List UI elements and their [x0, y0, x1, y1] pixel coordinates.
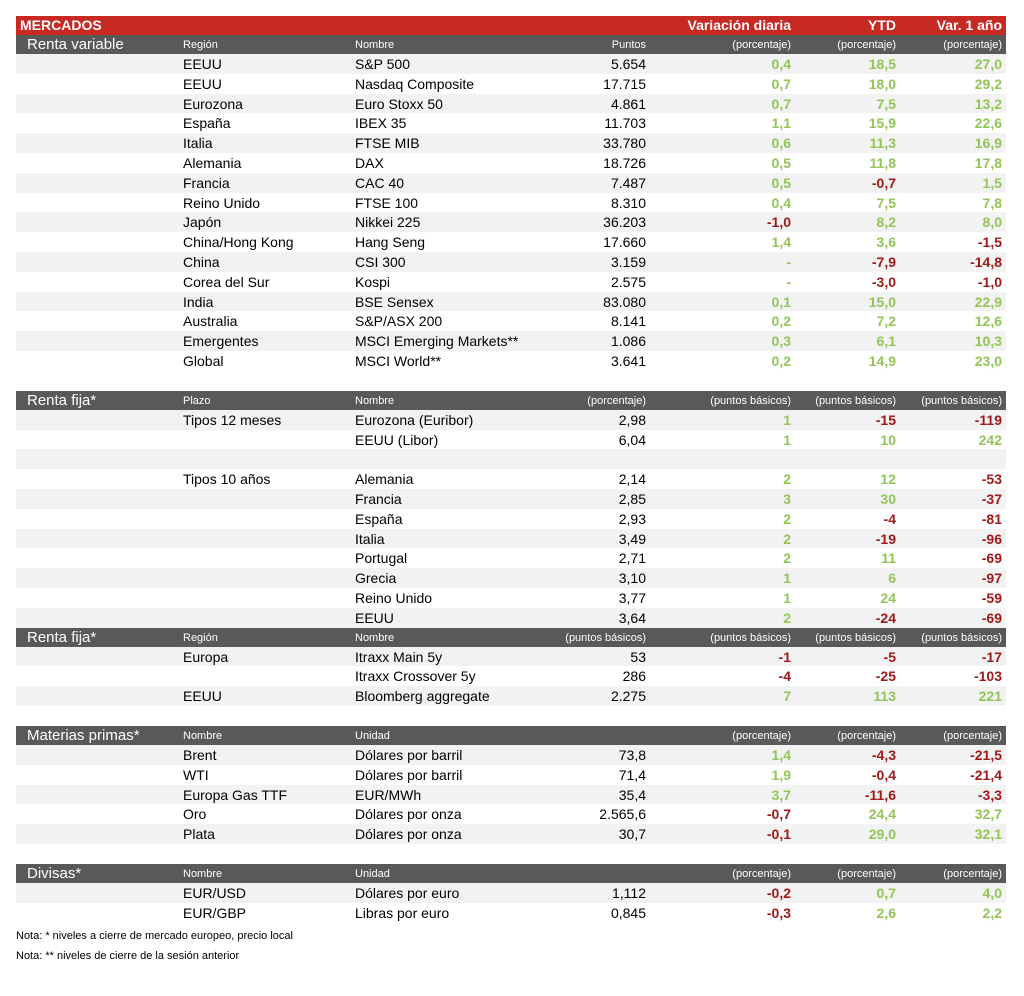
row-ytd: 11 [881, 550, 896, 567]
row-ytd: 11,3 [869, 135, 896, 152]
row-level: 17.660 [603, 234, 646, 251]
row-one-year: 221 [978, 688, 1002, 705]
row-level: 36.203 [603, 214, 646, 231]
notes [16, 926, 1006, 966]
table-row [16, 54, 1006, 74]
row-daily-change: 0,6 [771, 135, 791, 152]
header-col-1: Nombre [183, 729, 223, 742]
table-row [16, 588, 1006, 608]
table-row [16, 765, 1006, 785]
row-level: 2,93 [618, 510, 646, 527]
row-daily-change: -0,1 [766, 826, 791, 843]
row-daily-change: 0,2 [771, 313, 791, 330]
table-row [16, 252, 1006, 272]
row-name: Portugal [355, 550, 408, 567]
table-row [16, 686, 1006, 706]
row-daily-change: 2 [783, 471, 791, 488]
row-label: España [183, 115, 231, 132]
row-level: 1.086 [610, 333, 646, 350]
row-label: Tipos 10 años [183, 471, 271, 488]
row-ytd: -3,0 [871, 273, 896, 290]
table-row [16, 469, 1006, 489]
row-ytd: -19 [875, 530, 896, 547]
table-row [16, 430, 1006, 450]
row-one-year: 7,8 [982, 194, 1002, 211]
row-ytd: 24 [880, 589, 896, 606]
row-label: Italia [183, 135, 213, 152]
page-title: MERCADOS [20, 17, 102, 33]
section-header [16, 391, 1006, 410]
row-ytd: 7,5 [876, 194, 896, 211]
row-daily-change: 0,7 [771, 75, 791, 92]
row-ytd: 12 [880, 471, 896, 488]
table-row [16, 272, 1006, 292]
row-label: EUR/USD [183, 884, 247, 901]
note-2: Nota: ** niveles de cierre de la sesión anterior [16, 950, 240, 963]
row-daily-change: 0,5 [771, 174, 791, 191]
row-level: 2,14 [618, 471, 646, 488]
row-ytd: 11,8 [869, 154, 896, 171]
row-level: 33.780 [603, 135, 646, 152]
row-label: India [183, 293, 214, 310]
row-label: Europa [183, 648, 229, 665]
row-name: EUR/MWh [355, 786, 422, 803]
row-name: Dólares por onza [355, 806, 462, 823]
row-ytd: 24,4 [868, 806, 896, 823]
row-one-year: -21,4 [970, 766, 1002, 783]
row-ytd: -4,3 [871, 746, 896, 763]
row-name: Kospi [355, 273, 391, 290]
row-daily-change: 1 [783, 589, 791, 606]
row-name: Itraxx Main 5y [355, 648, 443, 665]
title-bar [16, 16, 1006, 35]
section-title: Renta fija* [27, 391, 97, 409]
table-row [16, 449, 1006, 469]
row-label: EEUU [183, 688, 222, 705]
row-one-year: 242 [978, 431, 1002, 448]
row-name: Eurozona (Euribor) [355, 411, 474, 428]
row-name: IBEX 35 [355, 115, 407, 132]
row-ytd: 14,9 [868, 352, 896, 369]
row-daily-change: 7 [783, 688, 791, 705]
row-ytd: 29,0 [868, 826, 896, 843]
section-title: Renta fija* [27, 628, 97, 646]
row-name: Francia [355, 490, 402, 507]
row-one-year: 17,8 [974, 154, 1002, 171]
row-name: DAX [355, 154, 384, 171]
row-name: EEUU [355, 609, 394, 626]
row-label: China/Hong Kong [183, 234, 294, 251]
header-col-2: Nombre [355, 394, 395, 407]
row-name: Euro Stoxx 50 [355, 95, 443, 112]
row-ytd: 113 [873, 688, 896, 705]
header-col-5: (puntos básicos) [815, 631, 896, 644]
row-one-year: -81 [981, 510, 1002, 527]
table-row [16, 529, 1006, 549]
row-one-year: -3,3 [977, 786, 1002, 803]
row-ytd: -11,6 [864, 786, 896, 803]
row-daily-change: 3 [783, 490, 791, 507]
row-one-year: -96 [981, 530, 1002, 547]
table-row [16, 509, 1006, 529]
table-row [16, 883, 1006, 903]
row-label: Europa Gas TTF [183, 786, 288, 803]
row-one-year: -14,8 [970, 253, 1002, 270]
table-row [16, 173, 1006, 193]
row-one-year: -59 [981, 589, 1002, 606]
row-one-year: 16,9 [974, 135, 1002, 152]
row-name: Reino Unido [355, 589, 433, 606]
row-one-year: 27,0 [974, 56, 1002, 72]
header-col-2: Nombre [355, 631, 395, 644]
row-ytd: -5 [883, 648, 896, 665]
table-row [16, 133, 1006, 153]
row-daily-change: -0,7 [766, 806, 791, 823]
row-name: Hang Seng [355, 234, 426, 251]
row-label: Francia [183, 174, 230, 191]
row-level: 7.487 [610, 174, 646, 191]
row-label: Australia [183, 313, 238, 330]
header-col-1: Región [183, 39, 218, 51]
row-daily-change: 0,4 [771, 194, 791, 211]
header-col-1: Plazo [183, 394, 211, 407]
row-daily-change: 0,2 [771, 352, 791, 369]
row-level: 1,112 [612, 884, 646, 901]
row-name: Alemania [355, 471, 414, 488]
row-daily-change: 1 [783, 431, 791, 448]
section-title: Renta variable [27, 36, 124, 53]
row-daily-change: 2 [783, 609, 791, 626]
row-one-year: 12,6 [974, 313, 1002, 330]
sections-container [16, 35, 1006, 922]
row-ytd: 7,5 [876, 95, 896, 112]
row-daily-change: 1,4 [771, 234, 791, 251]
row-level: 83.080 [603, 293, 646, 310]
note-1: Nota: * niveles a cierre de mercado europeo, precio local [16, 930, 293, 943]
row-daily-change: -1 [778, 648, 791, 665]
table-row [16, 804, 1006, 824]
row-one-year: 22,6 [974, 115, 1002, 132]
row-ytd: 18,5 [868, 56, 896, 72]
header-col-1: Nombre [183, 867, 223, 880]
row-level: 2,98 [618, 411, 646, 428]
row-daily-change: - [786, 253, 791, 270]
row-name: EEUU (Libor) [355, 431, 439, 448]
row-level: 71,4 [618, 766, 646, 783]
row-name: Italia [355, 530, 385, 547]
header-col-4: (porcentaje) [732, 39, 791, 51]
row-daily-change: 0,4 [771, 56, 791, 72]
row-level: 3,49 [618, 530, 646, 547]
row-ytd: 0,7 [876, 884, 896, 901]
row-daily-change: 1,1 [771, 115, 791, 132]
row-label: Oro [183, 806, 207, 823]
row-level: 4.861 [610, 95, 646, 112]
row-ytd: 7,2 [876, 313, 896, 330]
header-col-4: (puntos básicos) [710, 394, 791, 407]
row-name: España [355, 510, 403, 527]
row-one-year: -37 [981, 490, 1002, 507]
row-level: 6,04 [618, 431, 646, 448]
header-col-5: (porcentaje) [837, 867, 896, 880]
section-gap [16, 706, 1006, 726]
row-ytd: -4 [883, 510, 896, 527]
table-row [16, 548, 1006, 568]
row-daily-change: 2 [783, 510, 791, 527]
row-level: 2.565,6 [599, 806, 646, 823]
row-ytd: -0,4 [871, 766, 896, 783]
daily-change-header: Variación diaria [687, 17, 791, 33]
row-level: 8.141 [610, 313, 646, 330]
row-name: Nikkei 225 [355, 214, 421, 231]
row-level: 2.575 [610, 273, 646, 290]
row-name: Bloomberg aggregate [355, 688, 490, 705]
header-col-6: (puntos básicos) [921, 394, 1002, 407]
table-row [16, 410, 1006, 430]
row-one-year: 29,2 [974, 75, 1002, 92]
row-one-year: -1,0 [977, 273, 1002, 290]
row-one-year: -69 [981, 550, 1002, 567]
markets-table [16, 16, 1006, 966]
row-daily-change: 0,1 [771, 293, 791, 310]
row-daily-change: 2 [783, 530, 791, 547]
table-row [16, 647, 1006, 667]
table-row [16, 666, 1006, 686]
row-label: Eurozona [183, 95, 243, 112]
row-ytd: 6 [888, 570, 896, 587]
row-level: 3.641 [610, 352, 646, 369]
row-label: Reino Unido [183, 194, 261, 211]
row-level: 3,10 [618, 570, 646, 587]
row-name: CAC 40 [355, 174, 405, 191]
row-level: 3.159 [610, 253, 646, 270]
row-daily-change: - [786, 273, 791, 290]
row-one-year: 10,3 [974, 333, 1002, 350]
row-one-year: -53 [981, 471, 1002, 488]
row-label: Japón [183, 214, 222, 231]
row-daily-change: 1 [783, 570, 791, 587]
row-daily-change: 0,3 [771, 333, 791, 350]
row-name: S&P 500 [355, 56, 411, 72]
table-row [16, 113, 1006, 133]
header-col-5: (porcentaje) [837, 729, 896, 742]
row-daily-change: -0,3 [766, 904, 791, 921]
row-one-year: -103 [973, 668, 1002, 685]
table-row [16, 94, 1006, 114]
row-ytd: 8,2 [876, 214, 896, 231]
header-col-6: (porcentaje) [943, 867, 1002, 880]
row-level: 11.703 [604, 115, 646, 132]
row-label: Emergentes [183, 333, 259, 350]
section-header [16, 628, 1006, 647]
header-col-6: (porcentaje) [943, 729, 1002, 742]
section-title: Materias primas* [27, 726, 140, 744]
table-row [16, 331, 1006, 351]
row-name: Dólares por onza [355, 826, 462, 843]
row-daily-change: 1 [783, 411, 791, 428]
row-ytd: -25 [875, 668, 896, 685]
row-one-year: 23,0 [974, 352, 1002, 369]
row-name: Dólares por euro [355, 884, 460, 901]
table-row [16, 193, 1006, 213]
row-one-year: -1,5 [977, 234, 1002, 251]
row-name: Dólares por barril [355, 766, 463, 783]
header-col-4: (puntos básicos) [710, 631, 791, 644]
section-header [16, 864, 1006, 883]
row-label: EEUU [183, 56, 222, 72]
table-row [16, 351, 1006, 371]
row-one-year: -69 [981, 609, 1002, 626]
row-one-year: 22,9 [974, 293, 1002, 310]
section-gap [16, 371, 1006, 391]
row-level: 35,4 [618, 786, 646, 803]
row-ytd: 6,1 [876, 333, 896, 350]
row-level: 53 [630, 648, 646, 665]
row-daily-change: 1,4 [771, 746, 791, 763]
table-row [16, 608, 1006, 628]
row-name: FTSE 100 [355, 194, 419, 211]
row-one-year: -119 [974, 411, 1002, 428]
row-name: Dólares por barril [355, 746, 463, 763]
row-one-year: -97 [981, 570, 1002, 587]
header-col-3: Puntos [611, 39, 646, 51]
row-daily-change: -1,0 [766, 214, 791, 231]
header-col-4: (porcentaje) [732, 729, 791, 742]
header-col-1: Región [183, 631, 218, 644]
header-col-2: Unidad [355, 867, 390, 880]
row-daily-change: 0,5 [771, 154, 791, 171]
row-one-year: 13,2 [974, 95, 1002, 112]
row-label: Plata [183, 826, 215, 843]
row-daily-change: 0,7 [771, 95, 791, 112]
row-level: 0,845 [610, 904, 646, 921]
header-col-4: (porcentaje) [732, 867, 791, 880]
row-label: EUR/GBP [183, 904, 247, 921]
header-col-3: (porcentaje) [587, 394, 646, 407]
row-daily-change: 2 [783, 550, 791, 567]
table-row [16, 232, 1006, 252]
row-level: 8.310 [610, 194, 646, 211]
row-name: S&P/ASX 200 [355, 313, 443, 330]
row-name: Libras por euro [355, 904, 450, 921]
row-name: Grecia [355, 570, 397, 587]
table-row [16, 74, 1006, 94]
ytd-header: YTD [868, 17, 896, 33]
header-col-6: (porcentaje) [943, 39, 1002, 51]
row-ytd: 30 [880, 490, 896, 507]
row-level: 18.726 [603, 154, 646, 171]
section-title: Divisas* [27, 864, 82, 882]
row-daily-change: 1,9 [771, 766, 791, 783]
table-row [16, 568, 1006, 588]
row-ytd: 10 [880, 431, 896, 448]
row-level: 5.654 [610, 56, 646, 72]
row-level: 30,7 [618, 826, 646, 843]
row-ytd: -15 [875, 411, 896, 428]
row-ytd: 18,0 [868, 75, 896, 92]
row-one-year: 32,1 [974, 826, 1002, 843]
row-label: Tipos 12 meses [183, 411, 282, 428]
table-row [16, 292, 1006, 312]
row-one-year: 32,7 [974, 806, 1002, 823]
row-ytd: 15,0 [868, 293, 896, 310]
table-row [16, 212, 1006, 232]
row-ytd: 15,9 [868, 115, 896, 132]
table-row [16, 745, 1006, 765]
header-col-6: (puntos básicos) [921, 631, 1002, 644]
row-one-year: 8,0 [982, 214, 1002, 231]
row-level: 3,64 [618, 609, 646, 626]
row-daily-change: -0,2 [766, 884, 791, 901]
row-ytd: -0,7 [871, 174, 896, 191]
row-name: CSI 300 [355, 253, 406, 270]
row-level: 73,8 [618, 746, 646, 763]
row-label: China [183, 253, 220, 270]
row-one-year: 1,5 [982, 174, 1002, 191]
row-name: BSE Sensex [355, 293, 434, 310]
row-ytd: -24 [875, 609, 896, 626]
row-ytd: 2,6 [876, 904, 896, 921]
one-year-header: Var. 1 año [936, 17, 1002, 33]
row-one-year: 4,0 [982, 884, 1002, 901]
row-label: EEUU [183, 75, 222, 92]
section-header [16, 726, 1006, 745]
row-label: Alemania [183, 154, 242, 171]
table-row [16, 824, 1006, 844]
table-row [16, 489, 1006, 509]
row-name: MSCI World** [355, 352, 442, 369]
row-label: WTI [183, 766, 209, 783]
row-one-year: -21,5 [970, 746, 1002, 763]
table-row [16, 903, 1006, 923]
row-name: Itraxx Crossover 5y [355, 668, 476, 685]
row-level: 17.715 [603, 75, 646, 92]
header-col-2: Nombre [355, 39, 395, 51]
row-level: 2.275 [610, 688, 646, 705]
header-col-2: Unidad [355, 729, 390, 742]
header-col-5: (porcentaje) [837, 39, 896, 51]
table-row [16, 311, 1006, 331]
row-level: 2,85 [618, 490, 646, 507]
table-row [16, 785, 1006, 805]
row-one-year: 2,2 [982, 904, 1002, 921]
row-level: 286 [622, 668, 646, 685]
row-label: Brent [183, 746, 217, 763]
row-level: 3,77 [618, 589, 646, 606]
table-row [16, 153, 1006, 173]
header-col-5: (puntos básicos) [815, 394, 896, 407]
row-name: Nasdaq Composite [355, 75, 475, 92]
row-daily-change: -4 [778, 668, 791, 685]
row-label: Global [183, 352, 224, 369]
section-gap [16, 844, 1006, 864]
section-header [16, 35, 1006, 54]
row-ytd: 3,6 [876, 234, 896, 251]
row-daily-change: 3,7 [771, 786, 791, 803]
row-label: Corea del Sur [183, 273, 270, 290]
header-col-3: (puntos básicos) [565, 631, 646, 644]
row-name: MSCI Emerging Markets** [355, 333, 519, 350]
row-ytd: -7,9 [871, 253, 896, 270]
row-level: 2,71 [618, 550, 646, 567]
row-one-year: -17 [981, 648, 1002, 665]
row-name: FTSE MIB [355, 135, 420, 152]
